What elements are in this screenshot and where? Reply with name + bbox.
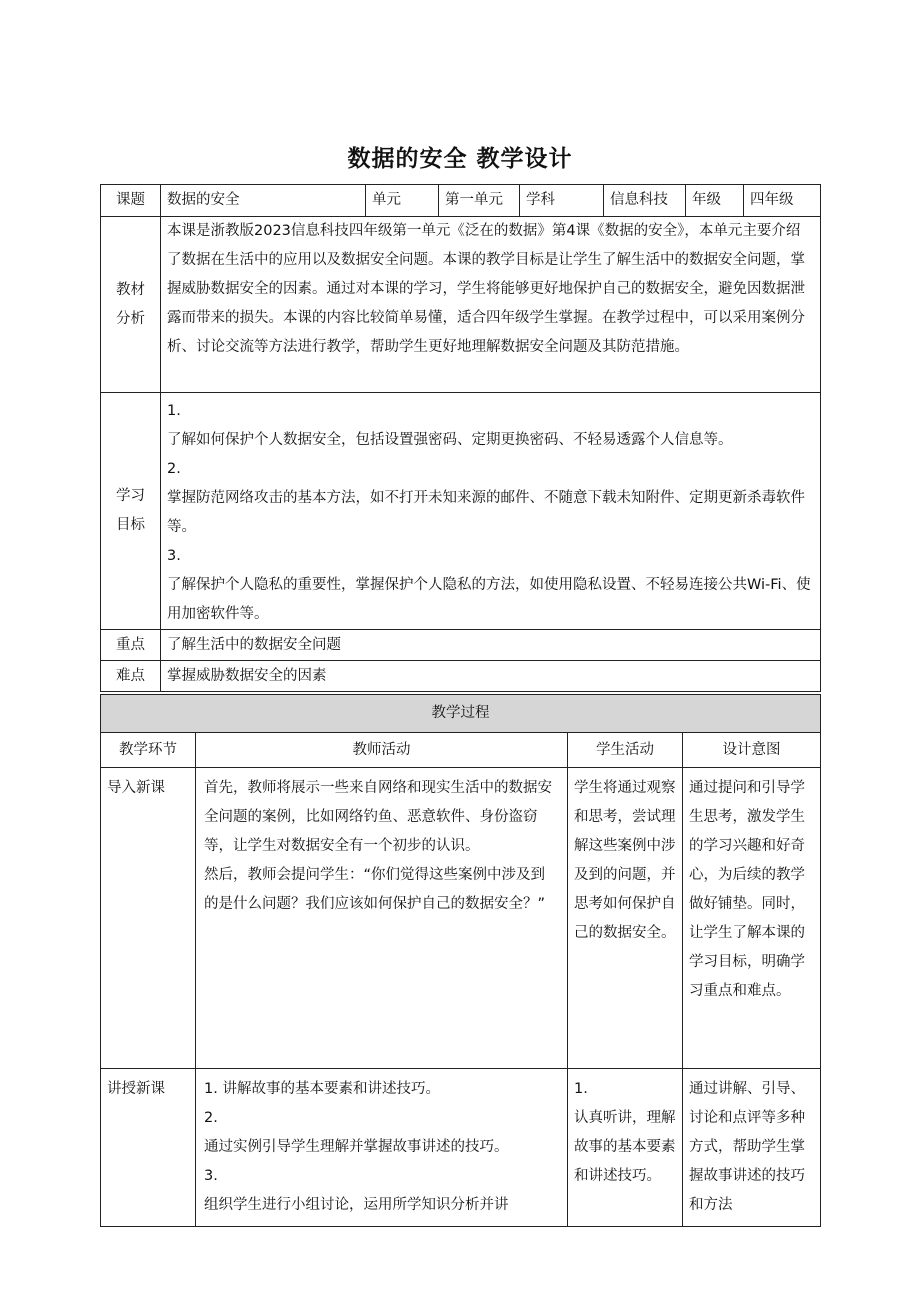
key-point-label: 重点 [101,630,161,661]
design-intent: 通过讲解、引导、讨论和点评等多种方式，帮助学生掌握故事讲述的技巧和方法 [683,1069,821,1227]
stage-cell: 导入新课 [101,768,196,1069]
analysis-text: 本课是浙教版2023信息科技四年级第一单元《泛在的数据》第4课《数据的安全》，本单元主要介绍了数据在生活中的应用以及数据安全问题。本课的教学目标是让学生了解生活中的数据安全问题，掌握威胁数据安全的因素。通过对本课的学习，学生将能够更好地保护自己的数据安全，避免因数据泄露而带来的损失。本课的内容比较简单易懂，适合四年级学生掌握。在教学过程中，可以采用案例分析、讨论交流等方法进行教学，帮助学生更好地理解数据安全问题及其防范措施。 [161,217,821,393]
process-header-row [101,733,821,768]
goal-item: 了解保护个人隐私的重要性，掌握保护个人隐私的方法，如使用隐私设置、不轻易连接公共Wi-Fi、使用加密软件等。 [167,577,811,622]
goal-item: 3. [167,548,181,564]
subject-label: 学科 [520,185,604,217]
process-row-intro [101,768,821,1069]
page-title: 数据的安全 教学设计 [347,146,573,172]
header-teacher: 教师活动 [196,733,568,768]
difficulty-row [101,661,821,692]
key-point-value: 了解生活中的数据安全问题 [161,630,821,661]
header-design: 设计意图 [683,733,821,768]
analysis-row [101,217,821,393]
info-row [101,185,821,217]
topic-label: 课题 [101,185,161,217]
student-activity: 学生将通过观察和思考，尝试理解这些案例中涉及到的问题，并思考如何保护自己的数据安全。 [568,768,683,1069]
goal-item: 掌握防范网络攻击的基本方法，如不打开未知来源的邮件、不随意下载未知附件、定期更新杀毒软件等。 [167,490,805,535]
process-row-new-lesson [101,1069,821,1227]
difficulty-label: 难点 [101,661,161,692]
header-stage: 教学环节 [101,733,196,768]
goal-item: 2. [167,461,181,477]
student-activity: 1. 认真听讲，理解故事的基本要素和讲述技巧。 [568,1069,683,1227]
course-info-table [100,184,821,692]
header-student: 学生活动 [568,733,683,768]
unit-label: 单元 [366,185,439,217]
difficulty-value: 掌握威胁数据安全的因素 [161,661,821,692]
process-banner-row [101,695,821,733]
teacher-activity: 首先，教师将展示一些来自网络和现实生活中的数据安全问题的案例，比如网络钓鱼、恶意软件、身份盗窃等，让学生对数据安全有一个初步的认识。 然后，教师会提问学生：“你们觉得这些案例中涉及到的是什么问题？我们应该如何保护自己的数据安全？” [196,768,568,1069]
unit-value: 第一单元 [439,185,520,217]
teacher-activity: 1. 讲解故事的基本要素和讲述技巧。 2. 通过实例引导学生理解并掌握故事讲述的技巧。 3. 组织学生进行小组讨论，运用所学知识分析并讲 [196,1069,568,1227]
analysis-label: 教材 分析 [101,217,161,393]
process-banner: 教学过程 [101,695,821,733]
grade-value: 四年级 [744,185,821,217]
goals-row [101,393,821,630]
goal-item: 了解如何保护个人数据安全，包括设置强密码、定期更换密码、不轻易透露个人信息等。 [167,432,733,448]
subject-value: 信息科技 [604,185,686,217]
teaching-process-table [100,694,821,1227]
goals-label: 学习 目标 [101,393,161,630]
topic-value: 数据的安全 [161,185,366,217]
goal-item: 1. [167,403,181,419]
goals-list [161,393,821,630]
design-intent: 通过提问和引导学生思考，激发学生的学习兴趣和好奇心，为后续的教学做好铺垫。同时，让学生了解本课的学习目标，明确学习重点和难点。 [683,768,821,1069]
stage-cell: 讲授新课 [101,1069,196,1227]
grade-label: 年级 [686,185,744,217]
key-point-row [101,630,821,661]
